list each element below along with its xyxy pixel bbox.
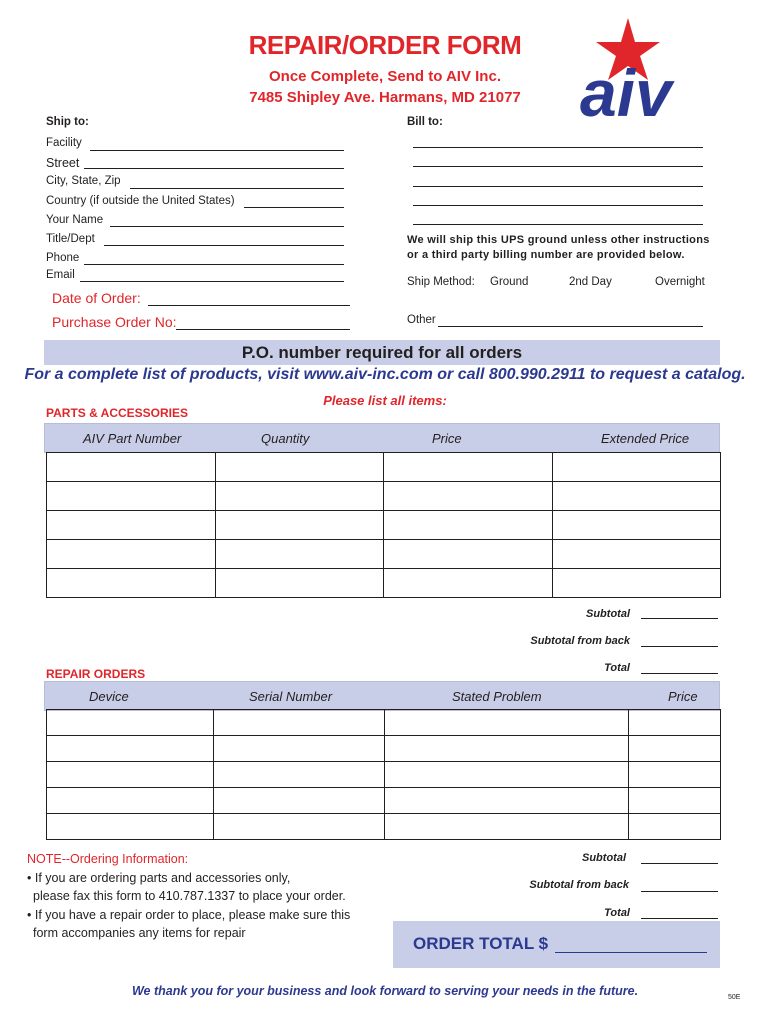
table-row xyxy=(47,540,721,569)
parts-total-field[interactable] xyxy=(641,673,718,674)
parts-table-header xyxy=(44,423,720,453)
note-heading: NOTE--Ordering Information: xyxy=(27,852,189,866)
table-cell[interactable] xyxy=(47,482,216,511)
ups-notice-line-1: We will ship this UPS ground unless other instructions xyxy=(407,234,710,246)
order-total-box xyxy=(393,921,720,968)
repairs-total-label: Total xyxy=(604,907,630,919)
col-serial-number: Serial Number xyxy=(249,689,333,704)
table-cell[interactable] xyxy=(214,814,385,840)
bill-to-line-2[interactable] xyxy=(413,166,703,167)
parts-subtotal-field[interactable] xyxy=(641,618,718,619)
table-cell[interactable] xyxy=(629,788,721,814)
phone-field[interactable] xyxy=(84,264,344,265)
repairs-subtotal-back-label: Subtotal from back xyxy=(529,879,629,891)
catalog-note: For a complete list of products, visit www.aiv-inc.com or call 800.990.2911 to request a catalog. xyxy=(24,366,746,383)
parts-total-label: Total xyxy=(604,662,630,674)
address-line: 7485 Shipley Ave. Harmans, MD 21077 xyxy=(249,89,521,106)
table-row xyxy=(47,569,721,598)
bill-to-line-3[interactable] xyxy=(413,186,703,187)
col-repair-price: Price xyxy=(668,689,698,704)
table-cell[interactable] xyxy=(385,814,629,840)
facility-field[interactable] xyxy=(90,150,344,151)
repairs-section-title: REPAIR ORDERS xyxy=(46,667,146,681)
table-row xyxy=(47,814,721,840)
title-dept-field[interactable] xyxy=(104,245,344,246)
parts-table xyxy=(46,452,721,598)
street-label: Street xyxy=(46,156,80,170)
table-cell[interactable] xyxy=(216,540,384,569)
col-extended-price: Extended Price xyxy=(601,431,690,446)
note-bullet-2-line-2: form accompanies any items for repair xyxy=(33,926,246,940)
repairs-table xyxy=(46,709,721,840)
parts-subtotal-back-field[interactable] xyxy=(641,646,718,647)
form-code: 50E xyxy=(728,994,741,1001)
table-cell[interactable] xyxy=(384,540,553,569)
list-items-prompt: Please list all items: xyxy=(323,393,447,408)
table-row xyxy=(47,511,721,540)
email-label: Email xyxy=(46,269,75,281)
bill-to-line-4[interactable] xyxy=(413,205,703,206)
logo-wordmark: aiv xyxy=(580,56,672,124)
country-field[interactable] xyxy=(244,207,344,208)
name-field[interactable] xyxy=(110,226,344,227)
table-cell[interactable] xyxy=(553,569,721,598)
col-price: Price xyxy=(432,431,462,446)
parts-subtotal-label: Subtotal xyxy=(586,608,630,620)
table-cell[interactable] xyxy=(214,762,385,788)
bill-to-line-5[interactable] xyxy=(413,224,703,225)
table-row xyxy=(47,736,721,762)
bill-to-heading: Bill to: xyxy=(407,116,443,128)
facility-label: Facility xyxy=(46,137,82,149)
repairs-subtotal-label: Subtotal xyxy=(582,852,626,864)
table-cell[interactable] xyxy=(384,569,553,598)
note-bullet-1-line-2: please fax this form to 410.787.1337 to place your order. xyxy=(33,889,346,903)
note-bullet-2-line-1: • If you have a repair order to place, please make sure this xyxy=(27,908,351,922)
table-cell[interactable] xyxy=(47,453,216,482)
table-cell[interactable] xyxy=(629,736,721,762)
table-cell[interactable] xyxy=(214,788,385,814)
table-cell[interactable] xyxy=(553,511,721,540)
ship-option-2nd-day[interactable]: 2nd Day xyxy=(569,276,612,288)
date-of-order-label: Date of Order: xyxy=(52,290,141,306)
table-cell[interactable] xyxy=(47,788,214,814)
table-cell[interactable] xyxy=(47,762,214,788)
footer-thanks: We thank you for your business and look forward to serving your needs in the future. xyxy=(131,984,639,998)
table-cell[interactable] xyxy=(47,569,216,598)
table-cell[interactable] xyxy=(384,482,553,511)
repairs-total-field[interactable] xyxy=(641,918,718,919)
note-bullet-1-line-1: • If you are ordering parts and accessories only, xyxy=(27,871,291,885)
parts-section-title: PARTS & ACCESSORIES xyxy=(46,406,189,420)
table-cell[interactable] xyxy=(553,482,721,511)
col-aiv-part-number: AIV Part Number xyxy=(83,431,182,446)
other-field[interactable] xyxy=(438,326,703,327)
table-cell[interactable] xyxy=(214,710,385,736)
other-label: Other xyxy=(407,314,436,326)
po-number-label: Purchase Order No: xyxy=(52,314,177,330)
order-total-field[interactable] xyxy=(555,952,707,953)
table-cell[interactable] xyxy=(553,453,721,482)
table-row xyxy=(47,453,721,482)
country-label: Country (if outside the United States) xyxy=(46,195,235,207)
repairs-table-header xyxy=(44,681,720,711)
name-label: Your Name xyxy=(46,214,104,226)
bill-to-line-1[interactable] xyxy=(413,147,703,148)
table-cell[interactable] xyxy=(385,710,629,736)
table-cell[interactable] xyxy=(216,453,384,482)
table-row xyxy=(47,788,721,814)
date-of-order-field[interactable] xyxy=(148,305,350,306)
city-field[interactable] xyxy=(130,188,344,189)
repairs-subtotal-back-field[interactable] xyxy=(641,891,718,892)
table-cell[interactable] xyxy=(629,762,721,788)
ship-to-heading: Ship to: xyxy=(46,116,89,128)
send-to-line: Once Complete, Send to AIV Inc. xyxy=(269,68,501,85)
ship-option-overnight[interactable]: Overnight xyxy=(655,276,705,288)
table-cell[interactable] xyxy=(47,540,216,569)
table-cell[interactable] xyxy=(47,511,216,540)
repairs-subtotal-field[interactable] xyxy=(641,863,718,864)
city-label: City, State, Zip xyxy=(46,175,121,187)
table-cell[interactable] xyxy=(47,736,214,762)
order-total-label: ORDER TOTAL $ xyxy=(413,934,549,953)
table-row xyxy=(47,762,721,788)
po-required-banner: P.O. number required for all orders xyxy=(44,340,720,365)
table-cell[interactable] xyxy=(553,540,721,569)
table-cell[interactable] xyxy=(216,482,384,511)
table-cell[interactable] xyxy=(47,814,214,840)
phone-label: Phone xyxy=(46,252,80,264)
col-quantity: Quantity xyxy=(261,431,310,446)
ups-notice-line-2: or a third party billing number are provided below. xyxy=(407,249,685,261)
table-cell[interactable] xyxy=(629,814,721,840)
form-title: REPAIR/ORDER FORM xyxy=(248,30,522,60)
table-cell[interactable] xyxy=(214,736,385,762)
table-cell[interactable] xyxy=(385,736,629,762)
table-cell[interactable] xyxy=(47,710,214,736)
street-field[interactable] xyxy=(84,168,344,169)
email-field[interactable] xyxy=(80,281,344,282)
table-row xyxy=(47,482,721,511)
table-cell[interactable] xyxy=(384,511,553,540)
po-number-field[interactable] xyxy=(176,329,350,330)
aiv-logo xyxy=(578,16,728,124)
table-row xyxy=(47,710,721,736)
col-device: Device xyxy=(89,689,129,704)
col-stated-problem: Stated Problem xyxy=(452,689,542,704)
table-cell[interactable] xyxy=(629,710,721,736)
parts-subtotal-back-label: Subtotal from back xyxy=(530,635,630,647)
ship-method-label: Ship Method: xyxy=(407,276,475,288)
table-cell[interactable] xyxy=(384,453,553,482)
title-dept-label: Title/Dept xyxy=(46,233,95,245)
table-cell[interactable] xyxy=(385,762,629,788)
ship-option-ground[interactable]: Ground xyxy=(490,276,529,288)
table-cell[interactable] xyxy=(216,511,384,540)
table-cell[interactable] xyxy=(216,569,384,598)
table-cell[interactable] xyxy=(385,788,629,814)
